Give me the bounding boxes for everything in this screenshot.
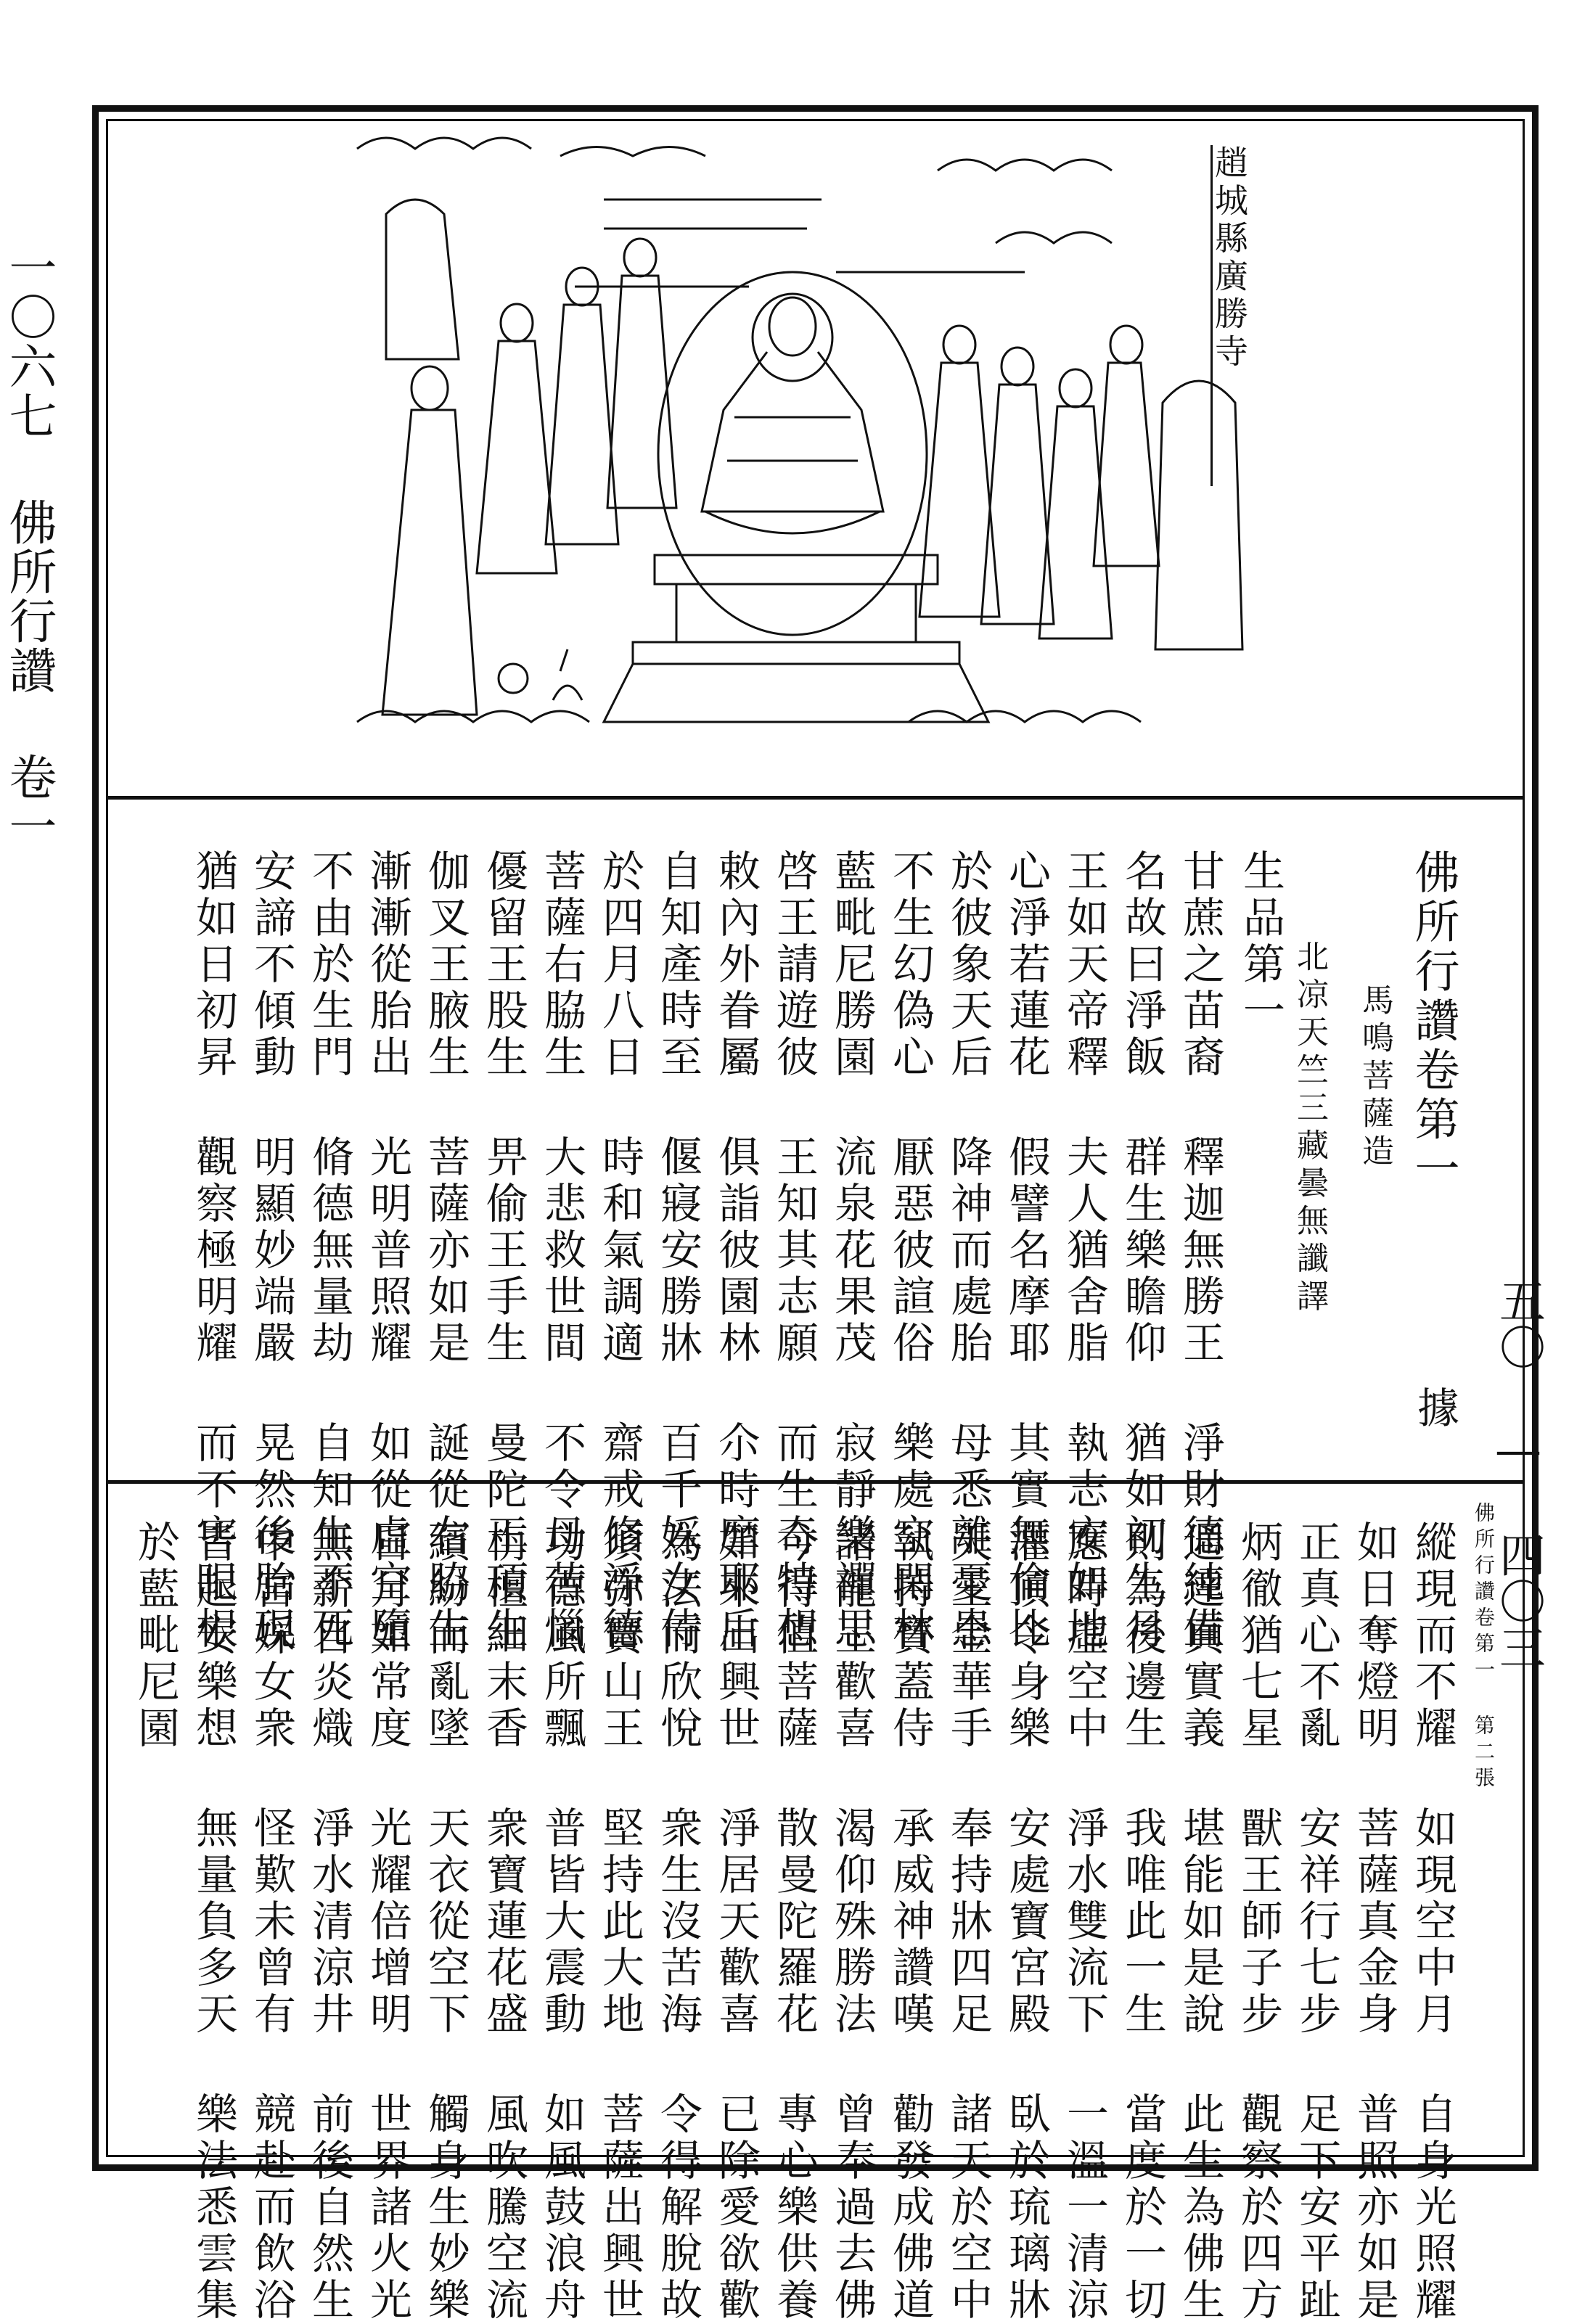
- margin-left-label: 一〇六七 佛所行讚 卷一: [1, 243, 57, 851]
- verse-line: 於四月八日 時和氣調適 齋戒修淨德: [595, 849, 644, 1653]
- verse-line: 自知產時至 偃寢安勝牀 百千婇女侍: [653, 849, 702, 1653]
- verse-line: 名故曰淨飯 群生樂瞻仰 猶如初生月: [1118, 849, 1167, 1653]
- seal-char: 據: [1410, 1386, 1459, 1432]
- verse-line: 不由於生門 脩德無量劫 自知生不死: [305, 849, 354, 1653]
- verse-line: 藍毗尼勝園 流泉花果茂 寂靜樂禪思: [827, 849, 877, 1653]
- buddha-assembly-illustration: [343, 127, 1264, 781]
- verse-line: 安諦不傾動 明顯妙端嚴 晃然後胎現: [247, 849, 296, 1653]
- verse-line: 王如天帝釋 夫人猶舍脂 執志安如地: [1060, 849, 1109, 1653]
- divider-illustration: [106, 796, 1525, 800]
- author-line: 馬鳴菩薩造: [1356, 983, 1393, 1172]
- verse-line: 敕內外眷屬 俱詣彼園林 尒時摩耶后: [711, 849, 761, 1653]
- verse-line: 於彼象天后 降神而處胎 母悉離憂患: [943, 849, 993, 1653]
- verse-line: 伽叉王腋生 菩薩亦如是 誕從右脇生: [421, 849, 470, 1653]
- translator-line: 北凉天竺三藏曇無讖譯: [1291, 940, 1328, 1317]
- verse-line: 不生幻偽心 厭惡彼諠俗 樂處空閑林: [885, 849, 935, 1653]
- verse-line: 縱現而不耀 如現空中月 自身光照耀: [1408, 1520, 1457, 2324]
- verse-line: 如日奪燈明 菩薩真金身 普照亦如是: [1350, 1520, 1399, 2324]
- verse-line: 於藍毗尼園: [131, 1520, 180, 1752]
- verse-line: 為法而欣悅 衆生沒苦海 令得解脫故: [653, 1520, 702, 2324]
- verse-line: 皆起安樂想 無量負多天 樂法悉雲集: [189, 1520, 238, 2324]
- verse-line: 通達真實義 堪能如是說 此生為佛生: [1176, 1520, 1225, 2324]
- verse-line: 中宮婇女衆 怪歎未曾有 競赴而飲浴: [247, 1520, 296, 2324]
- verse-line: 心淨若蓮花 假譬名摩耶 其實無倫比: [1001, 849, 1051, 1653]
- verse-line: 須弥寶山王 堅持此大地 菩薩出興世: [595, 1520, 644, 2324]
- verse-line: 今得值菩薩 散曼陀羅花 專心樂供養: [769, 1520, 819, 2324]
- scripture-title: 佛所行讚卷第一: [1407, 849, 1460, 1194]
- verse-line: 執持寶蓋侍 承威神讚嘆 勸發成佛道: [885, 1520, 935, 2324]
- chapter-heading: 生品第一: [1236, 849, 1285, 1035]
- verse-line: 應時虛空中 淨水雙流下 一溫一清涼: [1060, 1520, 1109, 2324]
- verse-line: 諸龍王歡喜 渴仰殊勝法 曾奉過去佛: [827, 1520, 877, 2324]
- verse-line: 優留王股生 畀偷王手生 曼陀王頂生: [479, 849, 528, 1653]
- verse-line: 猶如日初昇 觀察極明耀 而不害眼根: [189, 849, 238, 1653]
- verse-line: 天王金華手 奉持牀四足 諸天於空中: [943, 1520, 993, 2324]
- margin-right-label: 五〇 — 四〇三: [1491, 1277, 1545, 1670]
- verse-line: 如來出興世 淨居天歡喜 已除愛欲歡: [711, 1520, 761, 2324]
- verse-line: 栴檀細末香 衆寶蓮花盛 風吹騰空流: [479, 1520, 528, 2324]
- temple-label-box: [1210, 145, 1253, 486]
- verse-line: 功德風所飄 普皆大震動 如風鼓浪舟: [537, 1520, 586, 2324]
- verse-line: 正真心不亂 安祥行七步 足下安平趾: [1292, 1520, 1341, 2324]
- verse-line: 無薪自炎熾 淨水清涼井 前後自然生: [305, 1520, 354, 2324]
- verse-line: 則為後邊生 我唯此一生 當度於一切: [1118, 1520, 1167, 2324]
- verse-line: 漸漸從胎出 光明普照耀 如從虛空墮: [363, 849, 412, 1653]
- verse-line: 繽紛而亂墜 天衣從空下 觸身生妙樂: [421, 1520, 470, 2324]
- verse-line: 菩薩右脇生 大悲救世間 不令母苦惱: [537, 849, 586, 1653]
- verse-line: 炳徹猶七星 獸王師子步 觀察於四方: [1234, 1520, 1283, 2324]
- verse-line: 啓王請遊彼 王知其志願 而生奇特想: [769, 849, 819, 1653]
- page-header-note: 佛所行讚卷第一 第二張: [1472, 1502, 1496, 1793]
- verse-line: 日月如常度 光耀倍增明 世界諸火光: [363, 1520, 412, 2324]
- verse-line: 甘蔗之苗裔 釋迦無勝王 淨財德純備: [1176, 849, 1225, 1653]
- verse-line: 灌頂令身樂 安處寶宮殿 臥於琉璃牀: [1001, 1520, 1051, 2324]
- temple-label: 趙城縣廣勝寺: [1210, 145, 1249, 371]
